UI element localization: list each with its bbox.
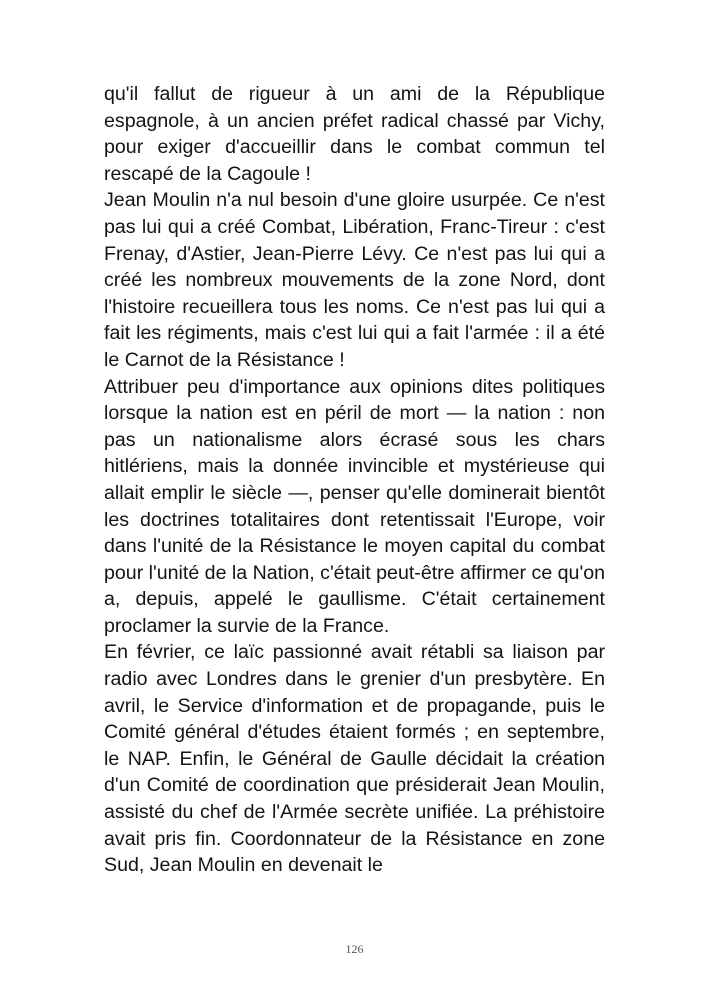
paragraph-4: En février, ce laïc passionné avait rétabli sa liaison par radio avec Londres dans le grenier d'un presbytère. En avril, le Service d'information et de propagande, puis le Comité général d'études étaient formés ; en septembre, le NAP. Enfin, le Général de Gaulle décidait la création d'un Comité de coordination que présiderait Jean Moulin, assisté du chef de l'Armée secrète unifiée. La préhistoire avait pris fin. Coordonnateur de la Résistance en zone Sud, Jean Moulin en devenait le	[104, 641, 605, 877]
paragraph-1: qu'il fallut de rigueur à un ami de la République espagnole, à un ancien préfet radical chassé par Vichy, pour exiger d'accueillir dans le combat commun tel rescapé de la Cagoule !	[104, 83, 605, 185]
paragraph-2: Jean Moulin n'a nul besoin d'une gloire usurpée. Ce n'est pas lui qui a créé Combat, Libération, Franc-Tireur : c'est Frenay, d'Astier, Jean-Pierre Lévy. Ce n'est pas lui qui a créé les nombreux mouvements de la zone Nord, dont l'histoire recueillera tous les noms. Ce n'est pas lui qui a fait les régiments, mais c'est lui qui a fait l'armée : il a été le Carnot de la Résistance !	[104, 189, 605, 371]
paragraph-3: Attribuer peu d'importance aux opinions dites politiques lorsque la nation est en péril de mort — la nation : non pas un nationalisme alors écrasé sous les chars hitlériens, mais la donnée invincible et mystérieuse qui allait emplir le siècle —, penser qu'elle dominerait bientôt les doctrines totalitaires dont retentissait l'Europe, voir dans l'unité de la Résistance le moyen capital du combat pour l'unité de la Nation, c'était peut-être affirmer ce qu'on a, depuis, appelé le gaullisme. C'était certainement proclamer la survie de la France.	[104, 375, 605, 637]
page-number: 126	[345, 942, 364, 956]
body-text	[104, 81, 605, 879]
